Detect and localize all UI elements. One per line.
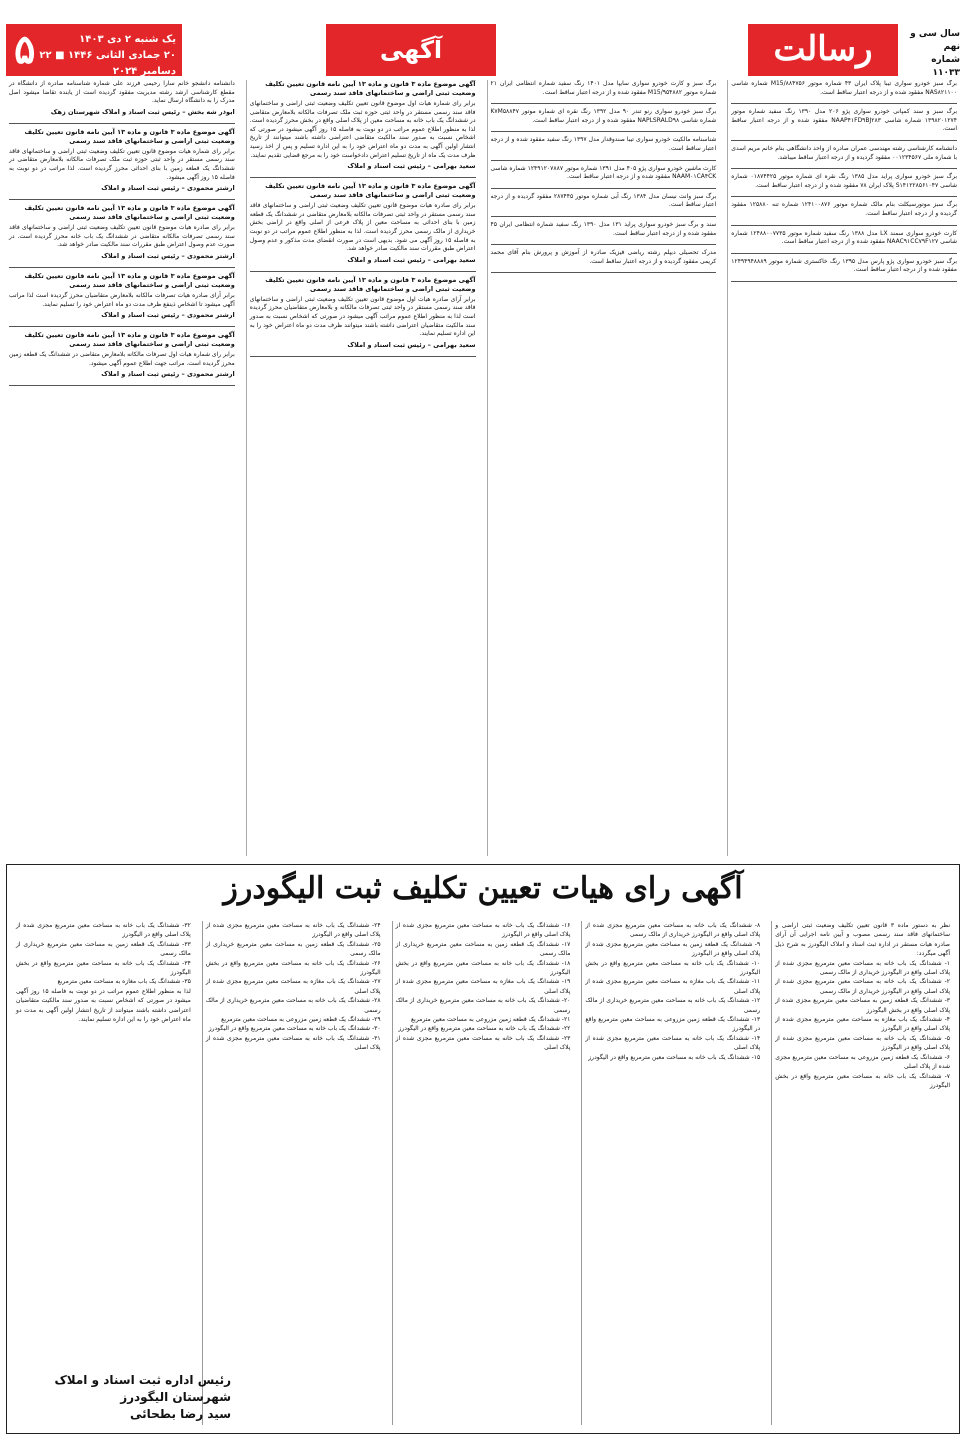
ad-title: آگهی موضوع ماده ۳ قانون و ماده ۱۳ آیین نامه قانون تعیین تکلیف وضعیت ثبتی اراضی و ساختمانهای فاقد سند رسمی	[265, 275, 476, 293]
notice-entry: ۲۰- ششدانگ یک باب خانه به مساحت معین مترمربع خریداری از مالک رسمی	[395, 997, 571, 1014]
ad-separator	[250, 271, 476, 272]
ad-item	[9, 331, 235, 379]
ad-item	[250, 80, 476, 171]
ad-separator	[9, 199, 235, 200]
ad-separator	[491, 160, 717, 161]
ad-signature: سعید بهرامی – رئیس ثبت اسناد و املاک	[347, 340, 476, 349]
date-line-1: یک شنبه ۲ دی ۱۴۰۳	[79, 34, 176, 45]
ad-body: برگ سبز خودرو سواری پژو پارس مدل ۱۳۹۵ رنگ خاکستری شماره موتور ۱۲۴۹۴۹۴۸۸۸۹ مفقود شده و از درجه اعتبار ساقط است.	[731, 257, 957, 274]
section-title: آگهی	[326, 24, 496, 76]
notice-entry: ۴- ششدانگ یک باب مغازه به مساحت معین مترمربع مجزی شده از پلاک اصلی واقع در الیگودرز	[775, 1016, 950, 1033]
ad-separator	[9, 123, 235, 124]
ad-body: کارت ماشین خودرو سواری پژو ۴۰۵ مدل ۱۳۹۱ شماره موتور ۱۲۴۹۱۲۰۷۸۸۷ شماره شاسی NAAM۰۱CA۴CK مفقود شده و از درجه اعتبار ساقط است.	[490, 164, 717, 181]
ad-signature: ارشتر محمودی – رئیس ثبت اسناد و املاک	[101, 184, 235, 193]
ad-item	[491, 221, 717, 238]
notice-column	[202, 921, 384, 1425]
notice-entry: ۱۰- ششدانگ یک باب خانه به مساحت معین مترمربع واقع در بخش الیگودرز	[585, 959, 761, 977]
ad-item	[9, 204, 235, 261]
ad-signature: ارشتر محمودی – رئیس ثبت اسناد و املاک	[101, 251, 235, 260]
notice-entry: ۷- ششدانگ یک باب خانه به مساحت معین مترمربع واقع در بخش الیگودرز	[775, 1072, 950, 1089]
notice-entry: ۱۸- ششدانگ یک باب خانه به مساحت معین مترمربع واقع در بخش الیگودرز	[395, 959, 571, 977]
notice-entry: ۳۱- ششدانگ یک باب خانه به مساحت معین مترمربع مجزی شده از پلاک اصلی	[205, 1034, 381, 1052]
ad-item	[9, 272, 235, 320]
ad-body: برگ سبز خودرو سواری پراید مدل ۱۳۸۵ رنگ نقره ای شماره موتور ۰۱۸۷۴۴۲۵ شماره شاسی S۱۴۱۲۲۸۵۶۱۰۴۷ پلاک ایران ۷۸ مفقود شده و از درجه اعتبار ساقط است.	[731, 173, 958, 189]
ad-body: برگ سبز خودرو سواری رنو تندر ۹۰ مدل ۱۳۹۲ رنگ نقره ای شماره موتور K۷M۵۸۸۴۷ شماره شاسی NAPLSRALD۹۸ مفقود شده و از درجه اعتبار ساقط است.	[490, 108, 717, 124]
ad-separator	[491, 272, 717, 273]
ad-item	[731, 145, 957, 162]
notice-entry: ۵- ششدانگ یک باب خانه به مساحت معین مترمربع مجزی شده از پلاک اصلی واقع در الیگودرز	[775, 1034, 950, 1052]
signature-name: سید رضا بطحائی	[130, 1407, 231, 1421]
ad-signature: سعید بهرامی – رئیس ثبت اسناد و املاک	[347, 255, 476, 264]
bottom-notice-columns	[13, 921, 953, 1425]
ad-body: سند و برگ سبز خودرو سواری پراید ۱۳۱ مدل ۱۳۹۰ رنگ سفید شماره انتظامی ایران ۴۵ مفقود شده و از درجه اعتبار ساقط است.	[490, 220, 717, 237]
notice-entry: ۱۶- ششدانگ یک باب خانه به مساحت معین مترمربع مجزی شده از پلاک اصلی واقع در الیگودرز	[395, 922, 571, 939]
ad-separator	[491, 103, 717, 104]
notice-entry: ۲- ششدانگ یک باب خانه به مساحت معین مترمربع مجزی شده از پلاک اصلی واقع در الیگودرز خریداری از مالک رسمی	[775, 978, 950, 995]
notice-column	[13, 921, 194, 1425]
ad-item	[731, 108, 957, 134]
ad-item	[9, 128, 235, 193]
ad-item	[491, 108, 717, 125]
notice-entry: ۳۲- ششدانگ یک باب خانه به مساحت معین مترمربع مجزی شده از پلاک اصلی واقع در الیگودرز	[16, 922, 191, 939]
notice-entry: ۱۷- ششدانگ یک قطعه زمین به مساحت معین مترمربع خریداری از مالک رسمی	[395, 940, 571, 958]
ad-separator	[731, 281, 957, 282]
date-block	[6, 32, 176, 80]
notice-column	[771, 921, 953, 1425]
ad-item	[491, 193, 717, 210]
notice-entry: ۳۴- ششدانگ یک باب خانه به مساحت معین مترمربع واقع در بخش الیگودرز	[16, 959, 191, 977]
ad-body: کارت خودرو سواری سمند LX مدل ۱۳۸۸ رنگ سفید شماره موتور ۱۲۴۸۸۰۰۷۷۳۵ شماره شاسی NAAC۹۱CC۷۹F۱۲۷ مفقود شده و از درجه اعتبار ساقط است.	[731, 229, 958, 246]
ad-separator	[731, 225, 957, 226]
notice-entry: ۱۲- ششدانگ یک باب خانه به مساحت معین مترمربع خریداری از مالک رسمی	[585, 997, 761, 1014]
signature-title: رئیس اداره ثبت اسناد و املاک شهرستان الیگودرز	[54, 1373, 231, 1404]
ad-separator	[731, 168, 957, 169]
date-line-2: ۲۰ جمادی الثانی ۱۴۴۶ ■ ۲۲ دسامبر ۲۰۲۴	[39, 50, 176, 77]
notice-entry: ۱- ششدانگ یک باب خانه به مساحت معین مترمربع مجزی شده از پلاک اصلی واقع در الیگودرز خریداری از مالک رسمی	[775, 959, 950, 977]
ad-body: برابر رای صادره هیات موضوع قانون تعیین تکلیف وضعیت ثبتی اراضی و ساختمانهای فاقد سند رسمی تصرفات مالکانه متقاضی در ششدانگ یک باب خانه محرز گردیده است. در صورت عدم وصول اعتراض طبق مقررات سند مالکیت صادر خواهد شد.	[9, 224, 235, 249]
ad-item	[731, 201, 957, 218]
notice-column	[581, 921, 763, 1425]
notice-entry: ۲۵- ششدانگ یک قطعه زمین به مساحت معین مترمربع خریداری از مالک رسمی	[205, 940, 381, 958]
ad-title: آگهی موضوع ماده ۳ قانون و ماده ۱۳ آیین نامه قانون تعیین تکلیف وضعیت ثبتی اراضی و ساختمانهای فاقد سند رسمی	[24, 204, 235, 222]
ad-item	[731, 173, 957, 190]
ad-signature: ارشتر محمودی – رئیس ثبت اسناد و املاک	[101, 311, 235, 320]
ad-separator	[491, 188, 717, 189]
ad-body: برابر آرای صادره هیات تصرفات مالکانه بلامعارض متقاضیان محرز گردیده است لذا مراتب آگهی میشود تا اشخاص ذینفع ظرف مدت دو ماه اعتراض خود را تسلیم نمایند.	[9, 291, 235, 308]
ad-body: دانشنامه دانشجو خانم سارا رحیمی فرزند علی شماره شناسنامه صادره از دانشگاه در مقطع کارشناسی ارشد رشته مدیریت مفقود گردیده است از یابنده تقاضا میشود اصل مدرک را به دانشگاه ارسال نماید.	[9, 80, 235, 105]
ad-body: برگ سبز موتورسیکلت بنام مالک شماره موتور ۱۲۴۱۰۰۸۷۶ شماره تنه ۱۲۵۸۸۰ مفقود گردیده و از درجه اعتبار ساقط است.	[731, 201, 957, 217]
ad-separator	[731, 196, 957, 197]
notice-entry: ۲۷- ششدانگ یک باب مغازه به مساحت معین مترمربع مجزی شده از پلاک اصلی	[205, 978, 381, 995]
ad-separator	[250, 356, 476, 357]
masthead	[6, 24, 960, 76]
ad-body: شناسنامه مالکیت خودرو سواری تیبا صندوقدار مدل ۱۳۹۷ رنگ سفید مفقود شده و از درجه اعتبار ساقط است.	[490, 136, 717, 152]
ad-separator	[491, 131, 717, 132]
ad-title: آگهی موضوع ماده ۳ قانون و ماده ۱۳ آیین نامه قانون تعیین تکلیف وضعیت ثبتی اراضی و ساختمانهای فاقد سند رسمی	[265, 182, 476, 200]
notice-entry: ۲۲- ششدانگ یک باب خانه به مساحت معین مترمربع واقع در الیگودرز	[398, 1025, 571, 1033]
notice-entry: ۱۱- ششدانگ یک باب مغازه به مساحت معین مترمربع مجزی شده از پلاک اصلی	[585, 978, 761, 995]
ad-signature: ابوذر شه بخش – رئیس ثبت اسناد و املاک شهرستان زهک	[50, 107, 235, 116]
ad-separator	[491, 244, 717, 245]
ad-item	[491, 249, 717, 266]
bottom-notice-title: آگهی رای هیات تعیین تکلیف ثبت الیگودرز	[223, 871, 743, 906]
notice-entry: ۹- ششدانگ یک قطعه زمین به مساحت معین مترمربع مجزی شده از پلاک اصلی واقع در الیگودرز	[585, 940, 761, 958]
ad-body: برابر آرای صادره هیات اول موضوع قانون تعیین تکلیف وضعیت ثبتی اراضی و ساختمانهای فاقد سند رسمی مستقر در واحد ثبتی تصرفات مالکانه و بلامعارض متقاضیان محرز گردیده است لذا به منظور اطلاع عموم مراتب آگهی میشود در صورتی که اشخاص نسبت به صدور سند مالکیت متقاضیان اعتراضی داشته باشند میتوانند ظرف مدت دو ماه اعتراض خود را به این اداره تسلیم نمایند.	[249, 295, 476, 338]
notice-entry: نظر به دستور ماده ۳ قانون تعیین تکلیف وضعیت ثبتی اراضی و ساختمانهای فاقد سند رسمی مصوب و آیین نامه اجرایی آن آرای صادره هیات مستقر در اداره ثبت اسناد و املاک الیگودرز به شرح ذیل آگهی میگردد:	[775, 922, 950, 958]
ad-separator	[250, 177, 476, 178]
ad-column	[487, 80, 720, 856]
notice-entry: ۱۴- ششدانگ یک باب خانه به مساحت معین مترمربع مجزی شده از پلاک اصلی	[585, 1034, 761, 1052]
ad-title: آگهی موضوع ماده ۳ قانون و ماده ۱۳ آیین نامه قانون تعیین تکلیف وضعیت ثبتی اراضی و ساختمانهای فاقد سند رسمی	[265, 80, 476, 97]
ad-item	[491, 136, 717, 153]
notice-entry: ۱۹- ششدانگ یک باب مغازه به مساحت معین مترمربع مجزی شده از پلاک اصلی	[395, 978, 571, 995]
ad-separator	[9, 326, 235, 327]
notice-entry: ۲۸- ششدانگ یک باب خانه به مساحت معین مترمربع خریداری از مالک رسمی	[205, 997, 381, 1014]
ad-item	[9, 80, 235, 117]
ad-item	[491, 80, 717, 97]
notice-entry: ۲۳- ششدانگ یک باب خانه به مساحت معین مترمربع مجزی شده از پلاک اصلی	[395, 1034, 571, 1052]
ad-body: برابر رای شماره هیات اول موضوع قانون تعیین تکلیف وضعیت ثبتی اراضی و ساختمانهای فاقد سند رسمی مستقر در واحد ثبتی حوزه ثبت ملک تصرفات مالکانه بلامعارض متقاضی در ششدانگ یک باب خانه به مساحت معین از پلاک اصلی واقع در بخش محرز گردیده است. لذا به منظور اطلاع عموم مراتب در دو نوبت به فاصله ۱۵ روز آگهی میشود در صورتی که اشخاص نسبت به صدور سند مالکیت متقاضی اعتراضی داشته باشند میتوانند از تاریخ انتشار اولین آگهی به مدت دو ماه اعتراض خود را به این اداره تسلیم و پس از اخذ رسید ظرف مدت یک ماه از تاریخ تسلیم اعتراض دادخواست خود را به مرجع قضایی تقدیم نمایند.	[249, 100, 476, 159]
page-badge	[6, 24, 182, 76]
page-number: ۵	[14, 26, 36, 73]
ad-separator	[731, 103, 957, 104]
edition-year: سال سی و نهم	[910, 29, 960, 52]
notice-entry: ۲۶- ششدانگ یک باب خانه به مساحت معین مترمربع واقع در بخش الیگودرز	[205, 959, 381, 977]
ad-column	[6, 80, 238, 856]
notice-column	[392, 921, 574, 1425]
ad-body: برگ سبز خودرو سواری تیبا پلاک ایران ۴۳ شماره موتور M15/۸۸۴۷۵۶ شماره شاسی NAS۸۲۱۱۰۰ مفقود شده و از درجه اعتبار ساقط است.	[731, 80, 957, 96]
ad-item	[250, 276, 476, 350]
ad-column	[727, 80, 960, 856]
notice-entry: ۱۳- ششدانگ یک قطعه زمین مزروعی به مساحت معین مترمربع واقع در الیگودرز	[585, 1016, 761, 1033]
notice-entry: ۳۵- ششدانگ یک باب مغازه به مساحت معین مترمربع	[57, 978, 191, 986]
notice-entry: ۲۹- ششدانگ یک قطعه زمین مزروعی به مساحت معین مترمربع	[221, 1016, 381, 1024]
ad-item	[731, 80, 957, 97]
ad-separator	[731, 140, 957, 141]
edition-info	[902, 28, 960, 80]
edition-number: شماره ۱۱۰۳۳	[931, 55, 960, 78]
ad-body: برابر رای صادره هیات موضوع قانون تعیین تکلیف وضعیت ثبتی اراضی و ساختمانهای فاقد سند رسمی مستقر در واحد ثبتی تصرفات مالکانه بلامعارض متقاضی در ششدانگ یک قطعه زمین با بنای احداثی به مساحت معین از پلاک فرعی از اصلی واقع در اراضی بخش خریداری از مالک رسمی محرز گردیده است. لذا به منظور اطلاع عموم مراتب در دو نوبت به فاصله ۱۵ روز آگهی می شود. بدیهی است در صورت انقضای مدت مذکور و عدم وصول اعتراض طبق مقررات سند مالکیت صادر خواهد شد.	[249, 202, 476, 253]
ad-separator	[491, 216, 717, 217]
notice-entry: ۶- ششدانگ یک قطعه زمین مزروعی به مساحت معین مترمربع مجزی شده از پلاک اصلی	[775, 1053, 950, 1071]
notice-entry: لذا به منظور اطلاع عموم مراتب در دو نوبت به فاصله ۱۵ روز آگهی میشود در صورتی که اشخاص نسبت به صدور سند مالکیت متقاضیان اعتراضی داشته باشند میتوانند از تاریخ انتشار اولین آگهی به مدت دو ماه اعتراض خود را به این اداره تسلیم نمایند.	[16, 987, 191, 1024]
bottom-notice	[6, 864, 960, 1434]
ad-title: آگهی موضوع ماده ۳ قانون و ماده ۱۳ آیین نامه قانون تعیین تکلیف وضعیت ثبتی اراضی و ساختمانهای فاقد سند رسمی	[24, 271, 235, 289]
notice-entry: ۸- ششدانگ یک باب خانه به مساحت معین مترمربع مجزی شده از پلاک اصلی واقع در الیگودرز خریداری از مالک رسمی	[585, 922, 761, 939]
ad-title: آگهی موضوع ماده ۳ قانون و ماده ۱۳ آیین نامه قانون تعیین تکلیف وضعیت ثبتی اراضی و ساختمانهای فاقد سند رسمی	[24, 331, 235, 349]
notice-entry: ۱۵- ششدانگ یک باب خانه به مساحت معین مترمربع واقع در الیگودرز	[588, 1053, 761, 1061]
ad-separator	[731, 253, 957, 254]
ad-signature: سعید بهرامی – رئیس ثبت اسناد و املاک	[347, 162, 476, 171]
ad-body: برگ سبز و کارت خودرو سواری سایپا مدل ۱۴۰۱ رنگ سفید شماره انتظامی ایران ۲۱ شماره موتور M15/۹۵۴۸۸۲ مفقود شده و از درجه اعتبار ساقط است.	[490, 80, 717, 96]
ad-item	[731, 258, 957, 275]
ad-body: برابر رای شماره هیات موضوع قانون تعیین تکلیف وضعیت ثبتی اراضی و ساختمانهای فاقد سند رسمی مستقر در واحد ثبتی حوزه ثبت ملک تصرفات مالکانه بلامعارض متقاضی در ششدانگ یک قطعه زمین با بنای احداثی محرز گردیده است. لذا مراتب در دو نوبت به فاصله ۱۵ روز آگهی میشود.	[9, 147, 235, 181]
notice-entry: ۲۴- ششدانگ یک باب خانه به مساحت معین مترمربع مجزی شده از پلاک اصلی واقع در الیگودرز	[205, 922, 381, 939]
ad-signature: ارشتر محمودی – رئیس ثبت اسناد و املاک	[101, 370, 235, 379]
ads-columns	[6, 80, 960, 856]
ad-body: مدرک تحصیلی دیپلم رشته ریاضی فیزیک صادره از آموزش و پرورش بنام آقای محمد کریمی مفقود گردیده و از درجه اعتبار ساقط است.	[490, 249, 717, 265]
ad-body: برگ سبز وانت نیسان مدل ۱۳۸۴ رنگ آبی شماره موتور ۲۸۷۴۴۵ مفقود گردیده و از درجه اعتبار ساقط است.	[490, 192, 717, 209]
newspaper-logo: رسالت	[748, 24, 898, 76]
notice-entry: ۳۰- ششدانگ یک باب خانه به مساحت معین مترمربع واقع در الیگودرز	[208, 1025, 381, 1033]
ad-body: برگ سبز و سند کمپانی خودرو سواری پژو ۲۰۶ مدل ۱۳۹۰ رنگ سفید شماره موتور ۱۳۹۸۲۰۱۲۷۴ شماره شاسی NAAP۴۱FD۹BJ۲۸۳ مفقود شده و از درجه اعتبار ساقط است.	[731, 108, 957, 133]
bottom-signature	[21, 1372, 231, 1423]
notice-entry: ۲۱- ششدانگ یک قطعه زمین مزروعی به مساحت معین مترمربع	[410, 1016, 571, 1024]
ad-separator	[9, 385, 235, 386]
ad-title: آگهی موضوع ماده ۳ قانون و ماده ۱۳ آیین نامه قانون تعیین تکلیف وضعیت ثبتی اراضی و ساختمانهای فاقد سند رسمی	[24, 127, 235, 145]
ad-item	[491, 165, 717, 182]
ad-item	[250, 182, 476, 265]
ad-body: برابر رای شماره هیات اول تصرفات مالکانه بلامعارض متقاضی در ششدانگ یک قطعه زمین محرز گردیده است. مراتب جهت اطلاع عموم آگهی میشود.	[9, 351, 235, 367]
ad-item	[731, 230, 957, 247]
ad-separator	[9, 267, 235, 268]
ad-body: دانشنامه کارشناسی رشته مهندسی عمران صادره از واحد دانشگاهی بنام خانم مریم اسدی با شماره ملی ۰۰۱۲۳۴۵۶۷ مفقود گردیده و از درجه اعتبار ساقط میباشد.	[731, 144, 957, 161]
ad-column	[246, 80, 479, 856]
notice-entry: ۳- ششدانگ یک قطعه زمین به مساحت معین مترمربع مجزی شده از پلاک اصلی واقع در بخش الیگودرز	[775, 997, 950, 1014]
notice-entry: ۳۳- ششدانگ یک قطعه زمین به مساحت معین مترمربع خریداری از مالک رسمی	[16, 940, 191, 958]
